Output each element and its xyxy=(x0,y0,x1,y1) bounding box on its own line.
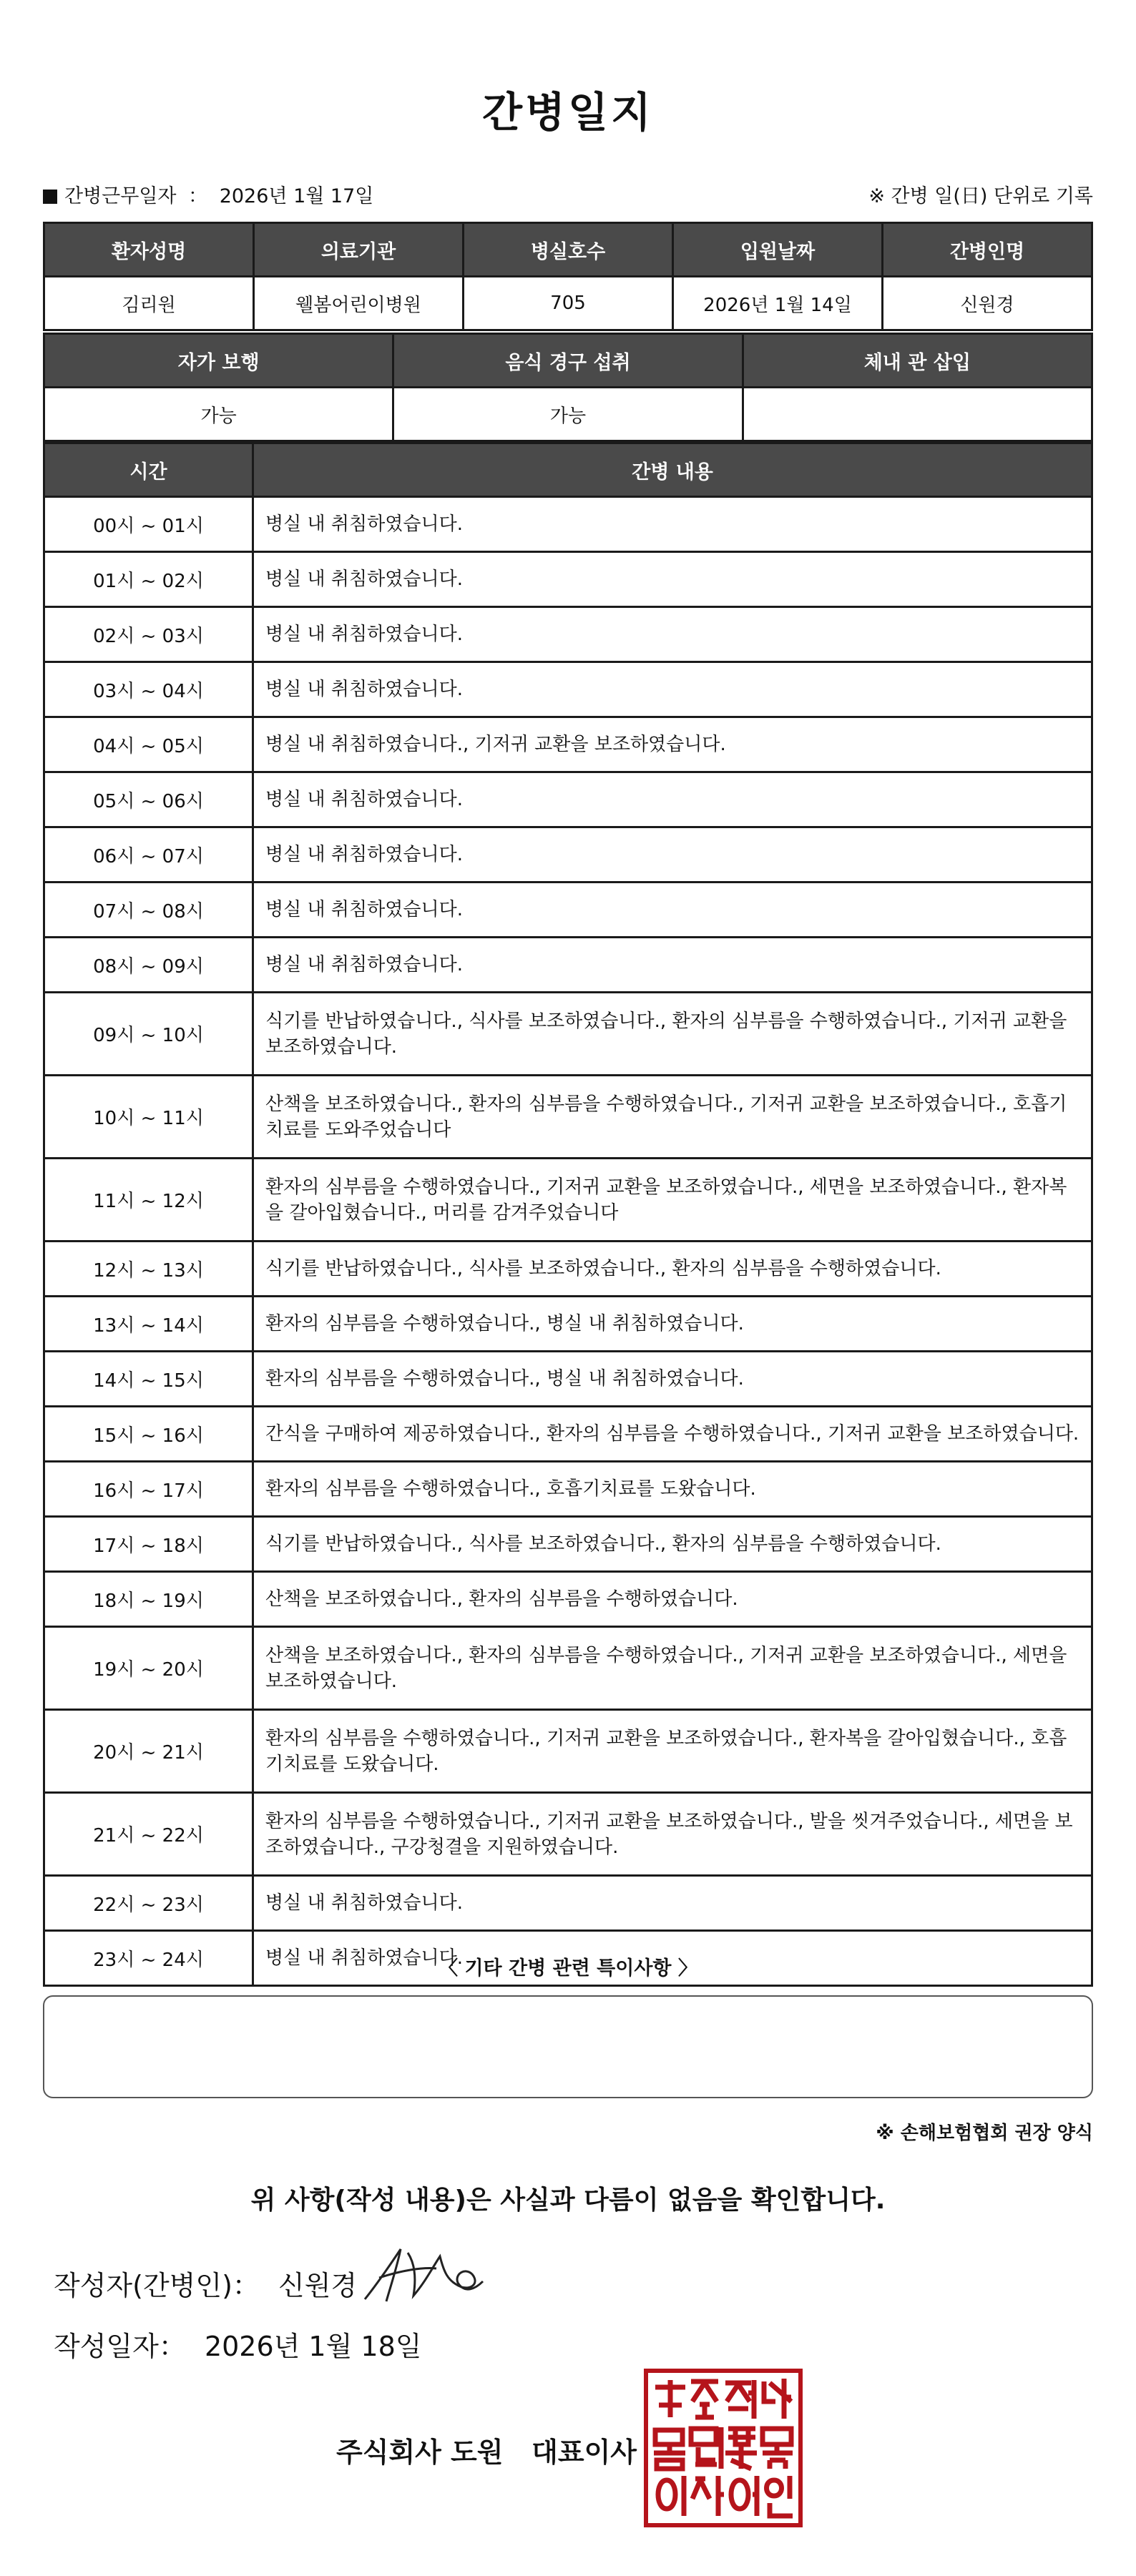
table-row xyxy=(44,772,1092,827)
remarks-box xyxy=(43,1995,1093,2098)
table-row xyxy=(44,717,1092,772)
table-row xyxy=(44,1352,1092,1407)
row-content: 병실 내 취침하였습니다., 기저귀 교환을 보조하였습니다. xyxy=(253,717,1092,772)
company-representative: 주식회사 도원 대표이사 xyxy=(336,2437,637,2468)
row-content: 환자의 심부름을 수행하였습니다., 호흡기치료를 도왔습니다. xyxy=(253,1462,1092,1517)
table-row xyxy=(44,1572,1092,1627)
row-content: 환자의 심부름을 수행하였습니다., 기저귀 교환을 보조하였습니다., 발을 씻겨주었습니다., 세면을 보조하였습니다., 구강청결을 지원하였습니다. xyxy=(253,1793,1092,1876)
row-content: 식기를 반납하였습니다., 식사를 보조하였습니다., 환자의 심부름을 수행하였습니다. xyxy=(253,1242,1092,1297)
row-time: 14시 ~ 15시 xyxy=(44,1352,253,1407)
row-content: 병실 내 취침하였습니다. xyxy=(253,772,1092,827)
row-time: 02시 ~ 03시 xyxy=(44,607,253,662)
row-time: 01시 ~ 02시 xyxy=(44,552,253,607)
written-date-label: 작성일자： xyxy=(54,2331,186,2362)
row-time: 05시 ~ 06시 xyxy=(44,772,253,827)
header-oral-intake: 음식 경구 섭취 xyxy=(393,334,743,388)
table-row xyxy=(44,883,1092,938)
table-row xyxy=(44,1407,1092,1462)
row-content: 병실 내 취침하였습니다. xyxy=(253,662,1092,717)
row-content: 환자의 심부름을 수행하였습니다., 기저귀 교환을 보조하였습니다., 환자복을 갈아입혔습니다., 호흡기치료를 도왔습니다. xyxy=(253,1710,1092,1793)
row-content: 병실 내 취침하였습니다. xyxy=(253,827,1092,883)
walking-value: 가능 xyxy=(44,388,393,441)
header-patient-name: 환자성명 xyxy=(44,223,254,277)
row-content: 환자의 심부름을 수행하였습니다., 병실 내 취침하였습니다. xyxy=(253,1297,1092,1352)
row-time: 19시 ~ 20시 xyxy=(44,1627,253,1710)
table-row xyxy=(44,552,1092,607)
row-time: 11시 ~ 12시 xyxy=(44,1159,253,1242)
row-time: 03시 ~ 04시 xyxy=(44,662,253,717)
company-seal-icon xyxy=(644,2369,803,2527)
written-date-value: 2026년 1월 18일 xyxy=(204,2331,422,2362)
row-content: 간식을 구매하여 제공하였습니다., 환자의 심부름을 수행하였습니다., 기저귀 교환을 보조하였습니다. xyxy=(253,1407,1092,1462)
table-row xyxy=(44,1297,1092,1352)
patient-info-table xyxy=(43,222,1093,331)
room-number: 705 xyxy=(464,277,673,330)
row-time: 22시 ~ 23시 xyxy=(44,1876,253,1931)
header-caregiver: 간병인명 xyxy=(883,223,1092,277)
row-content: 산책을 보조하였습니다., 환자의 심부름을 수행하였습니다., 기저귀 교환을 보조하였습니다., 세면을 보조하였습니다. xyxy=(253,1627,1092,1710)
patient-ability-table xyxy=(43,333,1093,442)
table-row xyxy=(44,1876,1092,1931)
row-content: 산책을 보조하였습니다., 환자의 심부름을 수행하였습니다. xyxy=(253,1572,1092,1627)
row-content: 산책을 보조하였습니다., 환자의 심부름을 수행하였습니다., 기저귀 교환을 보조하였습니다., 호흡기치료를 도와주었습니다 xyxy=(253,1076,1092,1159)
written-date-line xyxy=(54,2324,421,2364)
row-content: 병실 내 취침하였습니다. xyxy=(253,1931,1092,1986)
row-time: 17시 ~ 18시 xyxy=(44,1517,253,1572)
table-row xyxy=(44,497,1092,552)
header-hospital: 의료기관 xyxy=(254,223,464,277)
table-row xyxy=(44,993,1092,1076)
row-time: 23시 ~ 24시 xyxy=(44,1931,253,1986)
table-row xyxy=(44,1627,1092,1710)
table-row xyxy=(44,662,1092,717)
remarks-title: 〈 기타 간병 관련 특이사항 〉 xyxy=(439,1957,697,1980)
writer-line xyxy=(54,2263,357,2303)
care-log-table xyxy=(43,442,1093,1987)
writer-name: 신원경 xyxy=(278,2270,358,2301)
row-content: 병실 내 취침하였습니다. xyxy=(253,883,1092,938)
table-row xyxy=(44,1242,1092,1297)
row-time: 21시 ~ 22시 xyxy=(44,1793,253,1876)
table-row xyxy=(44,938,1092,993)
record-note: ※ 간병 일(日) 단위로 기록 xyxy=(868,185,1093,207)
row-time: 07시 ~ 08시 xyxy=(44,883,253,938)
square-bullet-icon xyxy=(43,190,57,204)
table-row xyxy=(44,1517,1092,1572)
recommend-note: ※ 손해보험협회 권장 양식 xyxy=(876,2123,1093,2144)
table-row xyxy=(44,1076,1092,1159)
row-content: 병실 내 취침하였습니다. xyxy=(253,607,1092,662)
table-row xyxy=(44,1793,1092,1876)
writer-label: 작성자(간병인)： xyxy=(54,2270,260,2301)
table-row xyxy=(44,827,1092,883)
row-content: 식기를 반납하였습니다., 식사를 보조하였습니다., 환자의 심부름을 수행하였습니다., 기저귀 교환을 보조하였습니다. xyxy=(253,993,1092,1076)
oral-intake-value: 가능 xyxy=(393,388,743,441)
header-admission-date: 입원날짜 xyxy=(673,223,883,277)
row-content: 병실 내 취침하였습니다. xyxy=(253,938,1092,993)
row-content: 환자의 심부름을 수행하였습니다., 기저귀 교환을 보조하였습니다., 세면을 보조하였습니다., 환자복을 갈아입혔습니다., 머리를 감겨주었습니다 xyxy=(253,1159,1092,1242)
row-content: 병실 내 취침하였습니다. xyxy=(253,497,1092,552)
header-tube-insertion: 체내 관 삽입 xyxy=(743,334,1092,388)
row-time: 13시 ~ 14시 xyxy=(44,1297,253,1352)
row-content: 환자의 심부름을 수행하였습니다., 병실 내 취침하였습니다. xyxy=(253,1352,1092,1407)
admission-date: 2026년 1월 14일 xyxy=(673,277,883,330)
patient-name: 김리원 xyxy=(44,277,254,330)
header-care-content: 간병 내용 xyxy=(253,443,1092,497)
row-time: 04시 ~ 05시 xyxy=(44,717,253,772)
row-content: 병실 내 취침하였습니다. xyxy=(253,1876,1092,1931)
header-time: 시간 xyxy=(44,443,253,497)
table-row xyxy=(44,1710,1092,1793)
header-room: 병실호수 xyxy=(464,223,673,277)
work-date-separator: ： xyxy=(188,185,208,207)
row-content: 식기를 반납하였습니다., 식사를 보조하였습니다., 환자의 심부름을 수행하였습니다. xyxy=(253,1517,1092,1572)
table-row xyxy=(44,1159,1092,1242)
table-row xyxy=(44,1462,1092,1517)
signature-icon xyxy=(358,2238,486,2310)
row-time: 12시 ~ 13시 xyxy=(44,1242,253,1297)
table-row xyxy=(44,607,1092,662)
row-time: 16시 ~ 17시 xyxy=(44,1462,253,1517)
row-time: 00시 ~ 01시 xyxy=(44,497,253,552)
row-time: 20시 ~ 21시 xyxy=(44,1710,253,1793)
header-walking: 자가 보행 xyxy=(44,334,393,388)
hospital-name: 웰봄어린이병원 xyxy=(254,277,464,330)
row-content: 병실 내 취침하였습니다. xyxy=(253,552,1092,607)
row-time: 09시 ~ 10시 xyxy=(44,993,253,1076)
confirmation-statement: 위 사항(작성 내용)은 사실과 다름이 없음을 확인합니다. xyxy=(250,2186,886,2215)
caregiver-name: 신원경 xyxy=(883,277,1092,330)
row-time: 08시 ~ 09시 xyxy=(44,938,253,993)
seal-graphic xyxy=(648,2373,798,2523)
work-date-label: 간병근무일자 xyxy=(64,185,177,207)
row-time: 10시 ~ 11시 xyxy=(44,1076,253,1159)
work-date-value: 2026년 1월 17일 xyxy=(219,185,374,207)
tube-insertion-value xyxy=(743,388,1092,441)
row-time: 18시 ~ 19시 xyxy=(44,1572,253,1627)
row-time: 15시 ~ 16시 xyxy=(44,1407,253,1462)
work-date xyxy=(43,180,373,208)
page-title: 간병일지 xyxy=(481,88,655,137)
row-time: 06시 ~ 07시 xyxy=(44,827,253,883)
care-log-rows xyxy=(44,497,1092,1986)
